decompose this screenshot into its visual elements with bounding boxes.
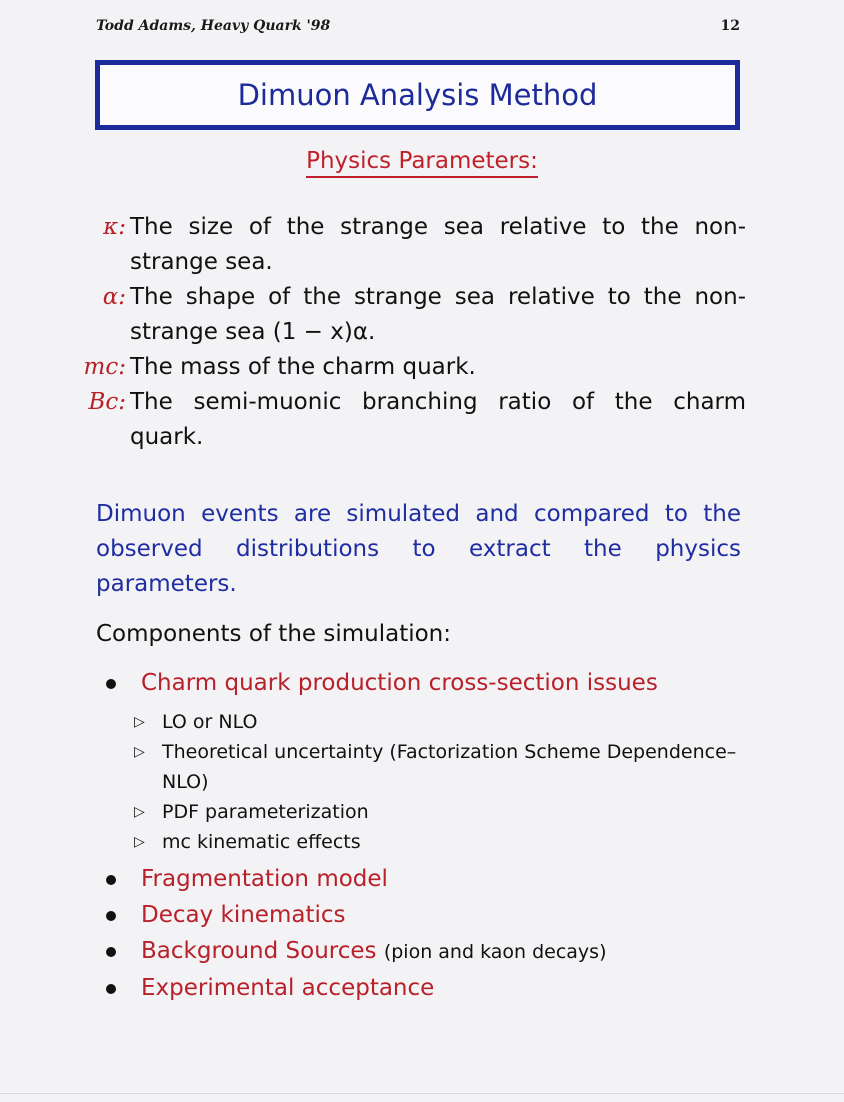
title-box	[95, 60, 740, 130]
list-item-label: Fragmentation model	[141, 866, 388, 892]
parameter-kappa	[76, 210, 746, 280]
parameter-alpha	[76, 280, 746, 350]
list-item-label: Charm quark production cross-section issues	[141, 670, 658, 696]
sublist-item	[134, 707, 766, 737]
list-item	[106, 970, 766, 1006]
header-author: Todd Adams, Heavy Quark '98	[96, 18, 331, 34]
sublist-item-label: PDF parameterization	[162, 801, 369, 823]
parameter-description: The semi-muonic branching ratio of the charm quark.	[130, 389, 746, 450]
triangle-bullet-icon: ▷	[134, 714, 145, 730]
sublist	[106, 707, 766, 857]
list-item	[106, 665, 766, 857]
list-item-note: (pion and kaon decays)	[383, 941, 607, 963]
bullet-icon	[106, 947, 116, 957]
section-heading-text: Physics Parameters:	[306, 148, 538, 178]
page-number: 12	[720, 18, 740, 34]
list-item	[106, 897, 766, 933]
section-heading	[0, 148, 844, 174]
parameter-symbol: κ:	[103, 214, 126, 240]
sublist-item	[134, 827, 766, 857]
sublist-item	[134, 737, 766, 797]
parameter-description: The shape of the strange sea relative to the non-strange sea (1 − x)α.	[130, 284, 746, 345]
bullet-icon	[106, 875, 116, 885]
page-bottom-edge	[0, 1093, 844, 1094]
parameter-symbol: mc:	[83, 354, 126, 380]
bullet-icon	[106, 911, 116, 921]
triangle-bullet-icon: ▷	[134, 744, 145, 760]
list-item-label: Background Sources	[141, 938, 377, 964]
parameter-mc	[76, 350, 746, 385]
parameter-description: The mass of the charm quark.	[130, 354, 476, 380]
triangle-bullet-icon: ▷	[134, 804, 145, 820]
parameter-bc	[76, 385, 746, 455]
sublist-item-label: mc kinematic effects	[162, 831, 361, 853]
sublist-item-label: Theoretical uncertainty (Factorization Scheme Dependence–NLO)	[162, 741, 737, 793]
sublist-item-label: LO or NLO	[162, 711, 258, 733]
parameter-symbol: Bc:	[88, 389, 126, 415]
parameter-description: The size of the strange sea relative to the non-strange sea.	[130, 214, 746, 275]
parameter-symbol: α:	[102, 284, 126, 310]
list-item	[106, 861, 766, 897]
list-item-label: Decay kinematics	[141, 902, 346, 928]
list-item-label: Experimental acceptance	[141, 975, 435, 1001]
list-item	[106, 933, 766, 970]
components-heading: Components of the simulation:	[96, 621, 452, 647]
summary-paragraph: Dimuon events are simulated and compared to the observed distributions to extract the physics parameters.	[96, 501, 741, 597]
bullet-icon	[106, 984, 116, 994]
sublist-item	[134, 797, 766, 827]
components-list	[106, 665, 766, 1006]
bullet-icon	[106, 679, 116, 689]
triangle-bullet-icon: ▷	[134, 834, 145, 850]
parameter-list	[76, 210, 746, 455]
slide-title: Dimuon Analysis Method	[237, 78, 598, 112]
